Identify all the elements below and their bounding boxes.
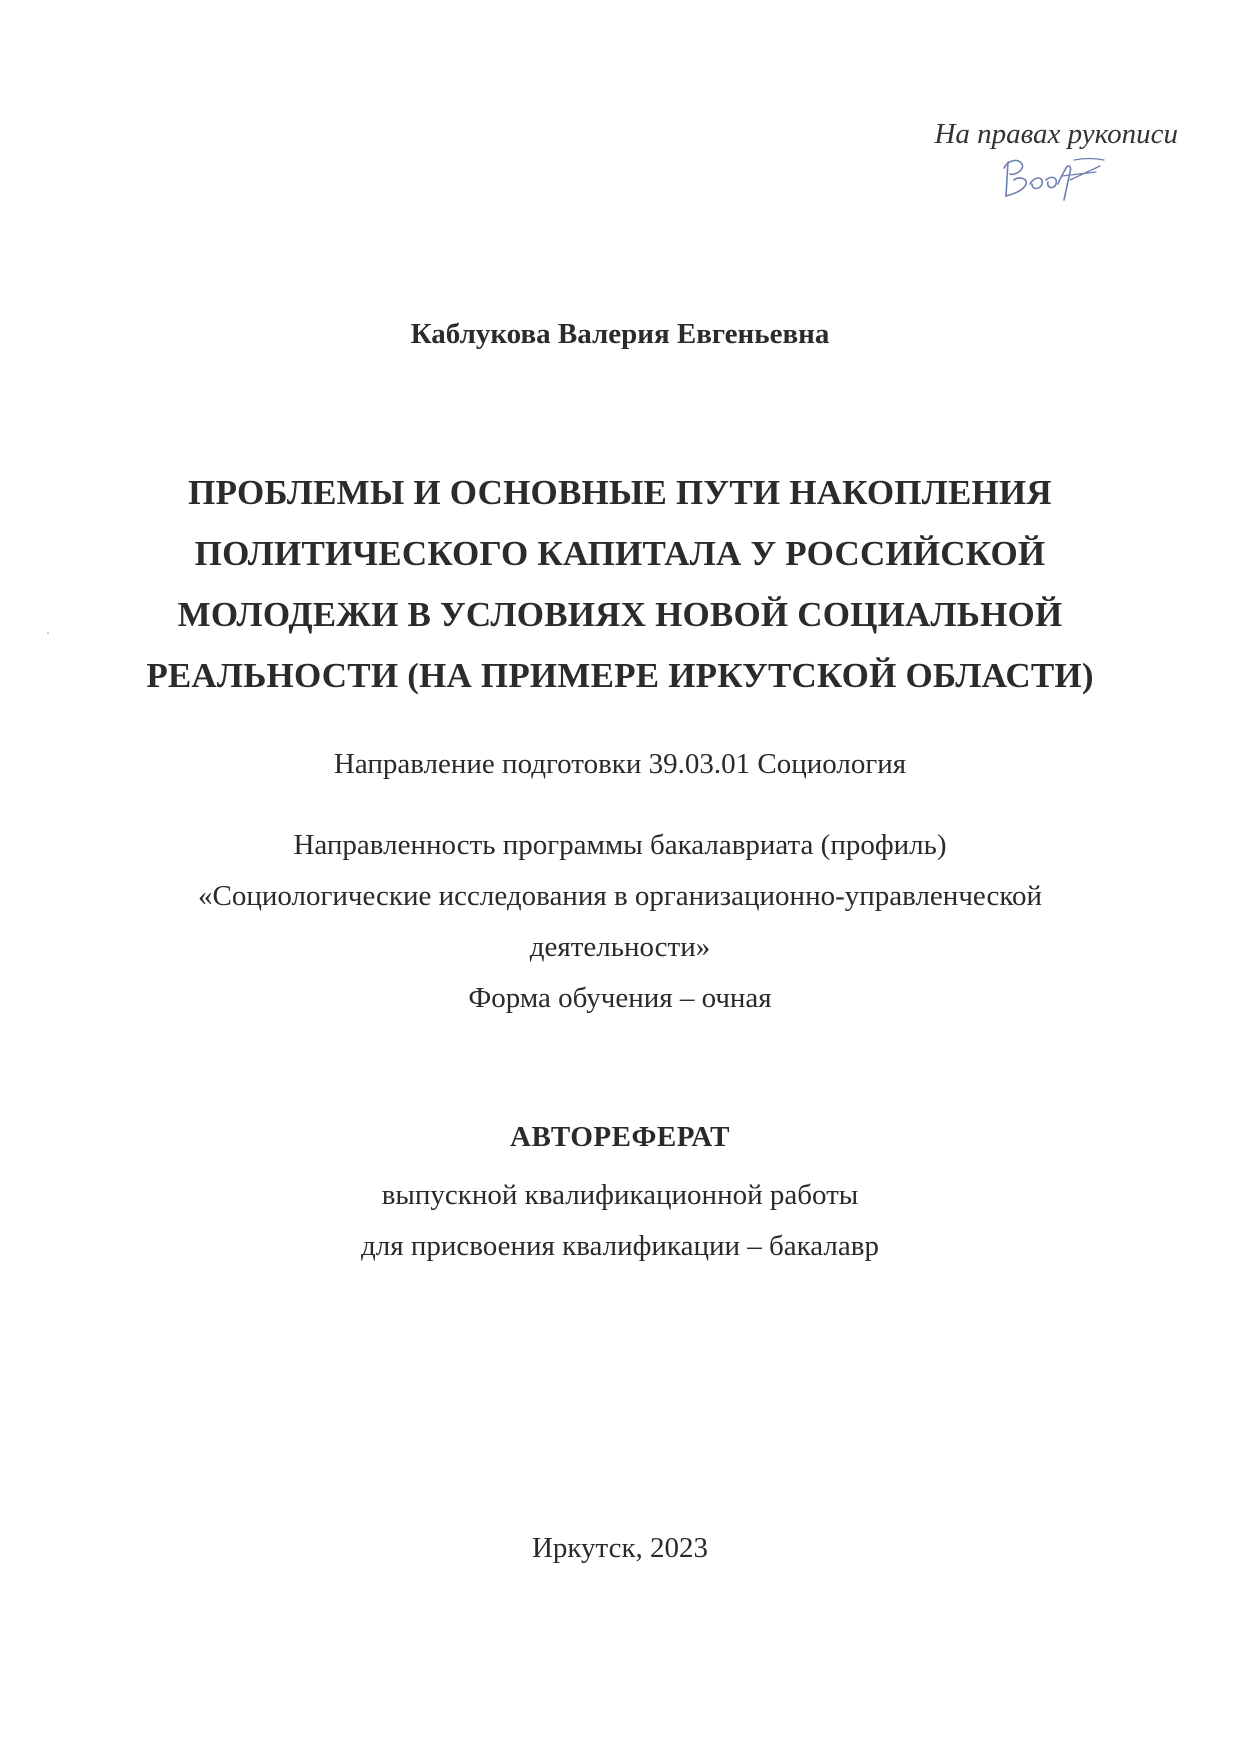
handwritten-signature: [1000, 150, 1110, 206]
study-form: Форма обучения – очная: [468, 982, 772, 1014]
title-line: МОЛОДЕЖИ В УСЛОВИЯХ НОВОЙ СОЦИАЛЬНОЙ: [177, 595, 1063, 634]
profile-line: Направленность программы бакалавриата (профиль): [293, 829, 947, 861]
profile-line: деятельности»: [529, 931, 711, 963]
title-line: ПРОБЛЕМЫ И ОСНОВНЫЕ ПУТИ НАКОПЛЕНИЯ: [188, 473, 1052, 512]
rights-note: На правах рукописи: [934, 118, 1178, 150]
description-line: для присвоения квалификации – бакалавр: [361, 1230, 879, 1262]
title-line: РЕАЛЬНОСТИ (НА ПРИМЕРЕ ИРКУТСКОЙ ОБЛАСТИ): [146, 656, 1094, 695]
profile-line: «Социологические исследования в организационно-управленческой: [197, 880, 1043, 912]
description-line: выпускной квалификационной работы: [381, 1179, 859, 1211]
city-year: Иркутск, 2023: [531, 1532, 709, 1564]
document-description: [0, 1170, 1240, 1272]
author-name: Каблукова Валерия Евгеньевна: [410, 318, 830, 350]
training-direction: Направление подготовки 39.03.01 Социология: [333, 748, 907, 780]
title-line: ПОЛИТИЧЕСКОГО КАПИТАЛА У РОССИЙСКОЙ: [194, 534, 1046, 573]
program-profile: [0, 820, 1240, 1024]
thesis-title: [0, 462, 1240, 706]
document-type: АВТОРЕФЕРАТ: [510, 1121, 730, 1153]
